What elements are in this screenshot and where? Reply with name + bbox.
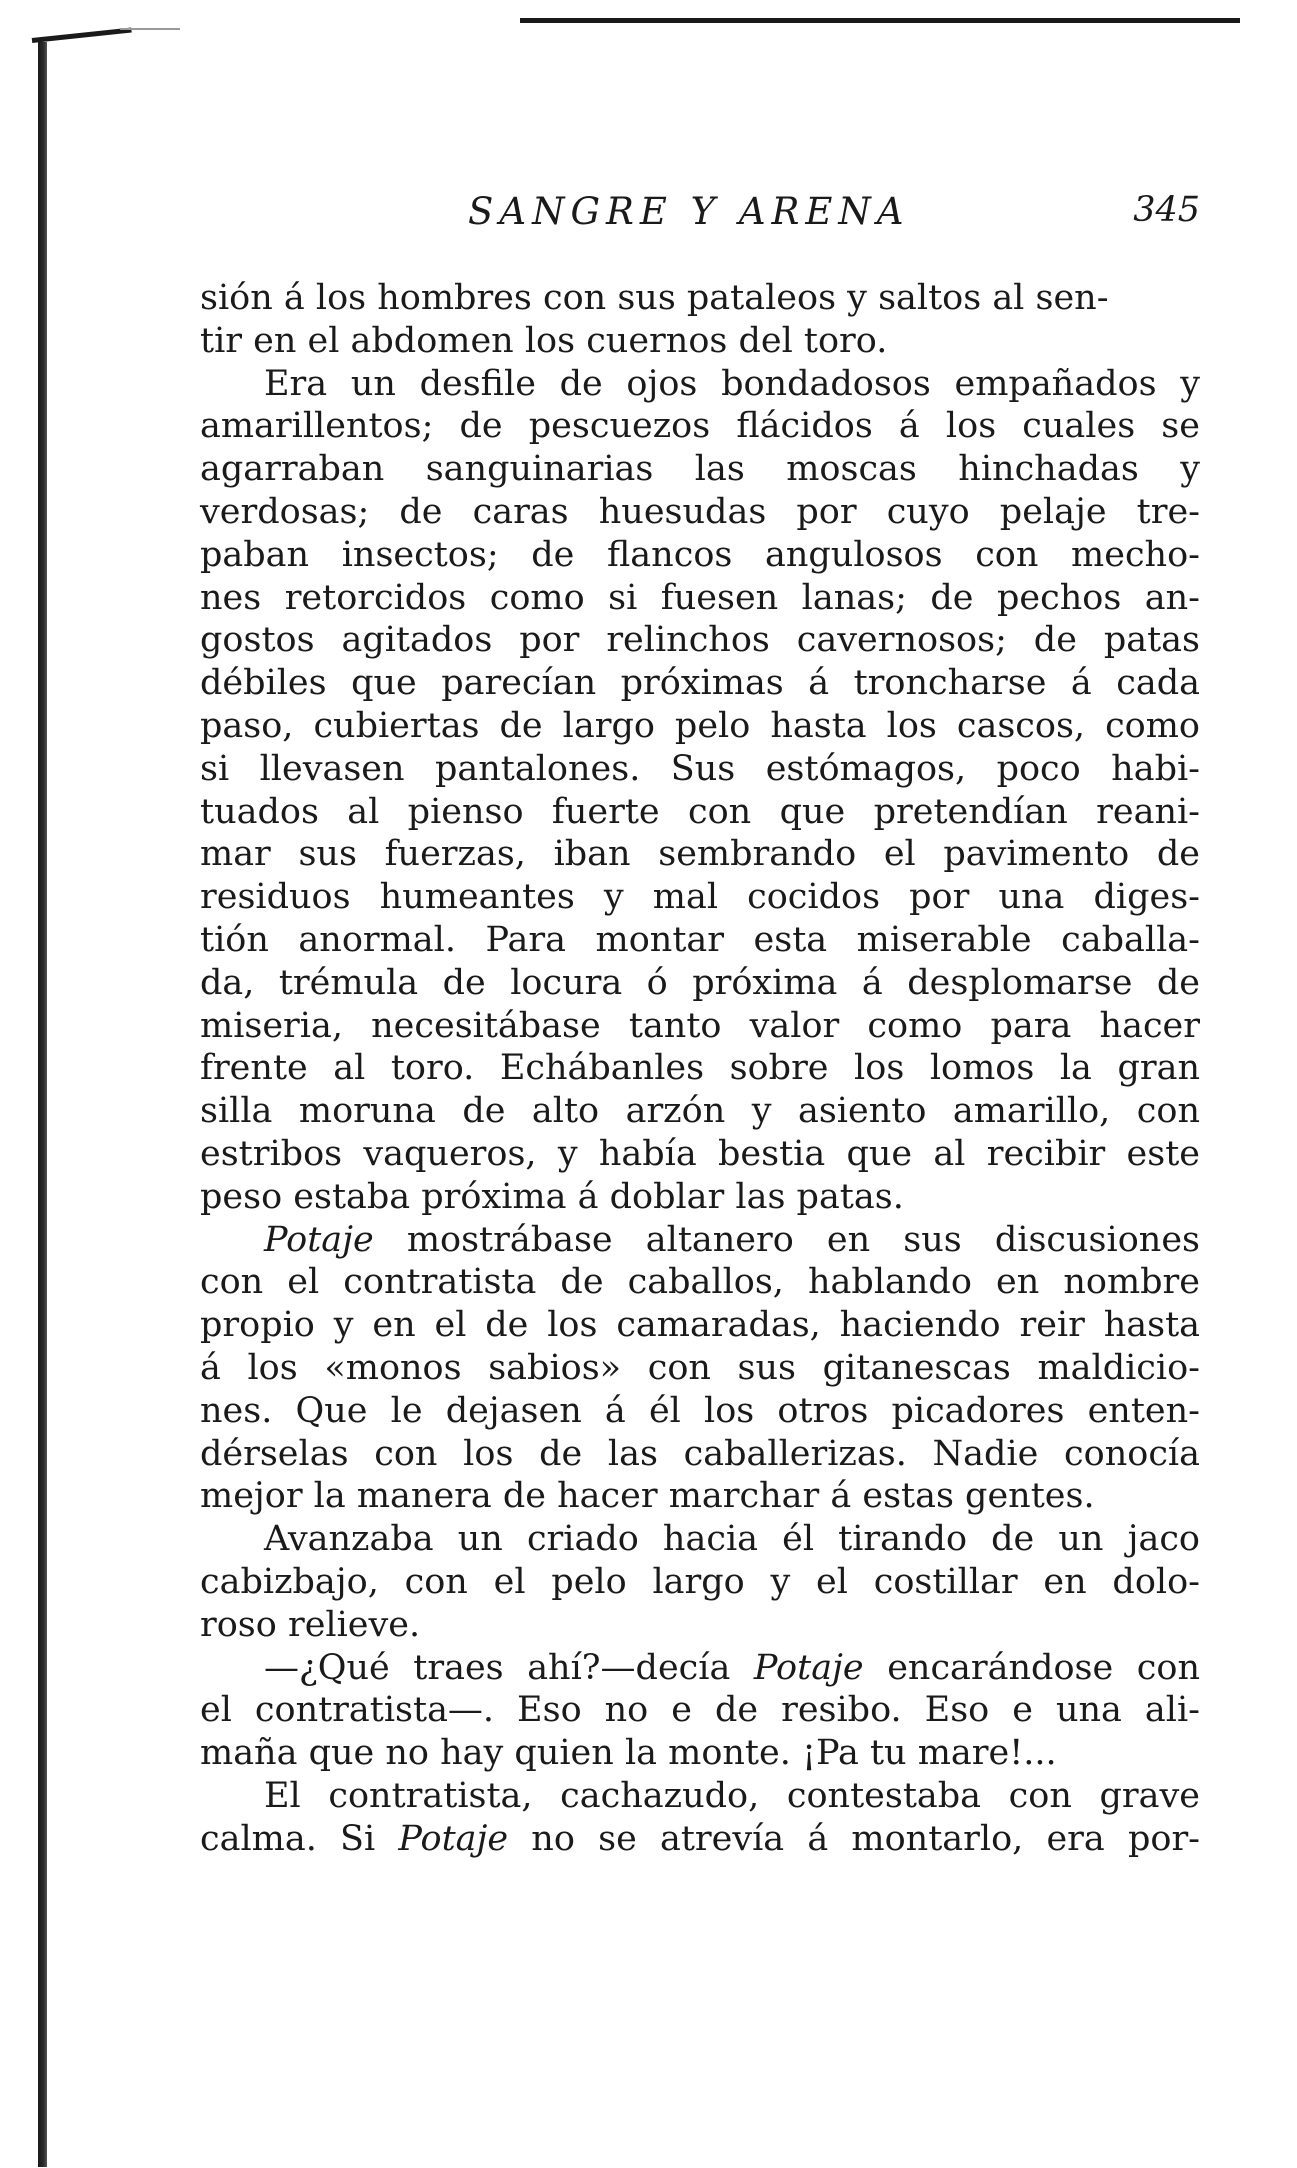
text-line: mejor la manera de hacer marchar á estas gentes.: [200, 1476, 1095, 1517]
scan-binding-edge: [38, 42, 47, 2167]
text-line: miseria, necesitábase tanto valor como para hacer: [200, 1005, 1200, 1046]
paragraph-start-line: El contratista, cachazudo, contestaba con grave: [264, 1775, 1200, 1816]
scan-corner-mark: [32, 28, 132, 43]
text-line: silla moruna de alto arzón y asiento amarillo, con: [200, 1091, 1200, 1132]
text-line: gostos agitados por relinchos cavernosos; de patas: [200, 620, 1200, 661]
italic-name-potaje: Potaje: [753, 1647, 864, 1688]
text-line: peso estaba próxima á doblar las patas.: [200, 1176, 904, 1217]
text-line: tuados al pienso fuerte con que pretendían reani-: [200, 791, 1200, 832]
scan-top-rule: [520, 18, 1240, 23]
italic-name-potaje: Potaje: [264, 1219, 374, 1260]
text-line: tir en el abdomen los cuernos del toro.: [200, 320, 888, 361]
text-line: da, trémula de locura ó próxima á desplomarse de: [200, 962, 1200, 1003]
text-line: si llevasen pantalones. Sus estómagos, poco habi-: [200, 748, 1200, 789]
text-line: débiles que parecían próximas á troncharse á cada: [200, 663, 1200, 704]
text-line: tión anormal. Para montar esta miserable caballa-: [200, 919, 1200, 960]
text-line: mar sus fuerzas, iban sembrando el pavimento de: [200, 834, 1200, 875]
text-line: amarillentos; de pescuezos flácidos á los cuales se: [200, 406, 1200, 447]
text-line: con el contratista de caballos, hablando en nombre: [200, 1262, 1200, 1303]
text-line: paso, cubiertas de largo pelo hasta los cascos, como: [200, 705, 1200, 746]
text-line-pre: calma. Si: [200, 1818, 399, 1859]
text-line-rest: mostrábase altanero en sus discusiones: [373, 1219, 1200, 1260]
text-line: frente al toro. Echábanles sobre los lomos la gran: [200, 1048, 1200, 1089]
body-text: [200, 277, 1200, 1860]
text-line-rest: encarándose con: [863, 1647, 1200, 1688]
text-line: paban insectos; de flancos angulosos con mecho-: [200, 534, 1200, 575]
text-line: sión á los hombres con sus pataleos y saltos al sen-: [200, 278, 1109, 318]
page-number: 345: [1133, 190, 1200, 230]
text-line-pre: —¿Qué traes ahí?—decía: [264, 1647, 754, 1688]
text-line: nes retorcidos como si fuesen lanas; de pechos an-: [200, 577, 1200, 618]
paragraph-start-line: [200, 1647, 1200, 1690]
text-line: residuos humeantes y mal cocidos por una diges-: [200, 877, 1200, 918]
running-title: SANGRE Y ARENA: [468, 190, 910, 233]
scan-top-speck: [120, 28, 180, 30]
text-line-rest: no se atrevía á montarlo, era por-: [508, 1818, 1201, 1859]
text-line: el contratista—. Eso no e de resibo. Eso e una ali-: [200, 1690, 1200, 1731]
text-line: dérselas con los de las caballerizas. Nadie conocía: [200, 1433, 1200, 1474]
text-line: roso relieve.: [200, 1604, 421, 1645]
text-line: agarraban sanguinarias las moscas hinchadas y: [200, 449, 1200, 490]
paragraph-start-line: Era un desfile de ojos bondadosos empañados y: [264, 363, 1200, 404]
italic-name-potaje: Potaje: [398, 1818, 509, 1859]
paragraph-start-line: Avanzaba un criado hacia él tirando de un jaco: [264, 1519, 1200, 1560]
text-line: maña que no hay quien la monte. ¡Pa tu mare!...: [200, 1733, 1057, 1774]
text-line: [200, 1818, 1200, 1861]
text-line: nes. Que le dejasen á él los otros picadores enten-: [200, 1390, 1200, 1431]
text-line: estribos vaqueros, y había bestia que al recibir este: [200, 1133, 1200, 1174]
text-line: cabizbajo, con el pelo largo y el costillar en dolo-: [200, 1561, 1200, 1602]
text-line: verdosas; de caras huesudas por cuyo pelaje tre-: [200, 491, 1200, 532]
text-line: propio y en el de los camaradas, haciendo reir hasta: [200, 1305, 1200, 1346]
text-line: á los «monos sabios» con sus gitanescas maldicio-: [200, 1347, 1200, 1388]
paragraph-start-line: [200, 1219, 1200, 1262]
running-head: [200, 190, 1200, 240]
